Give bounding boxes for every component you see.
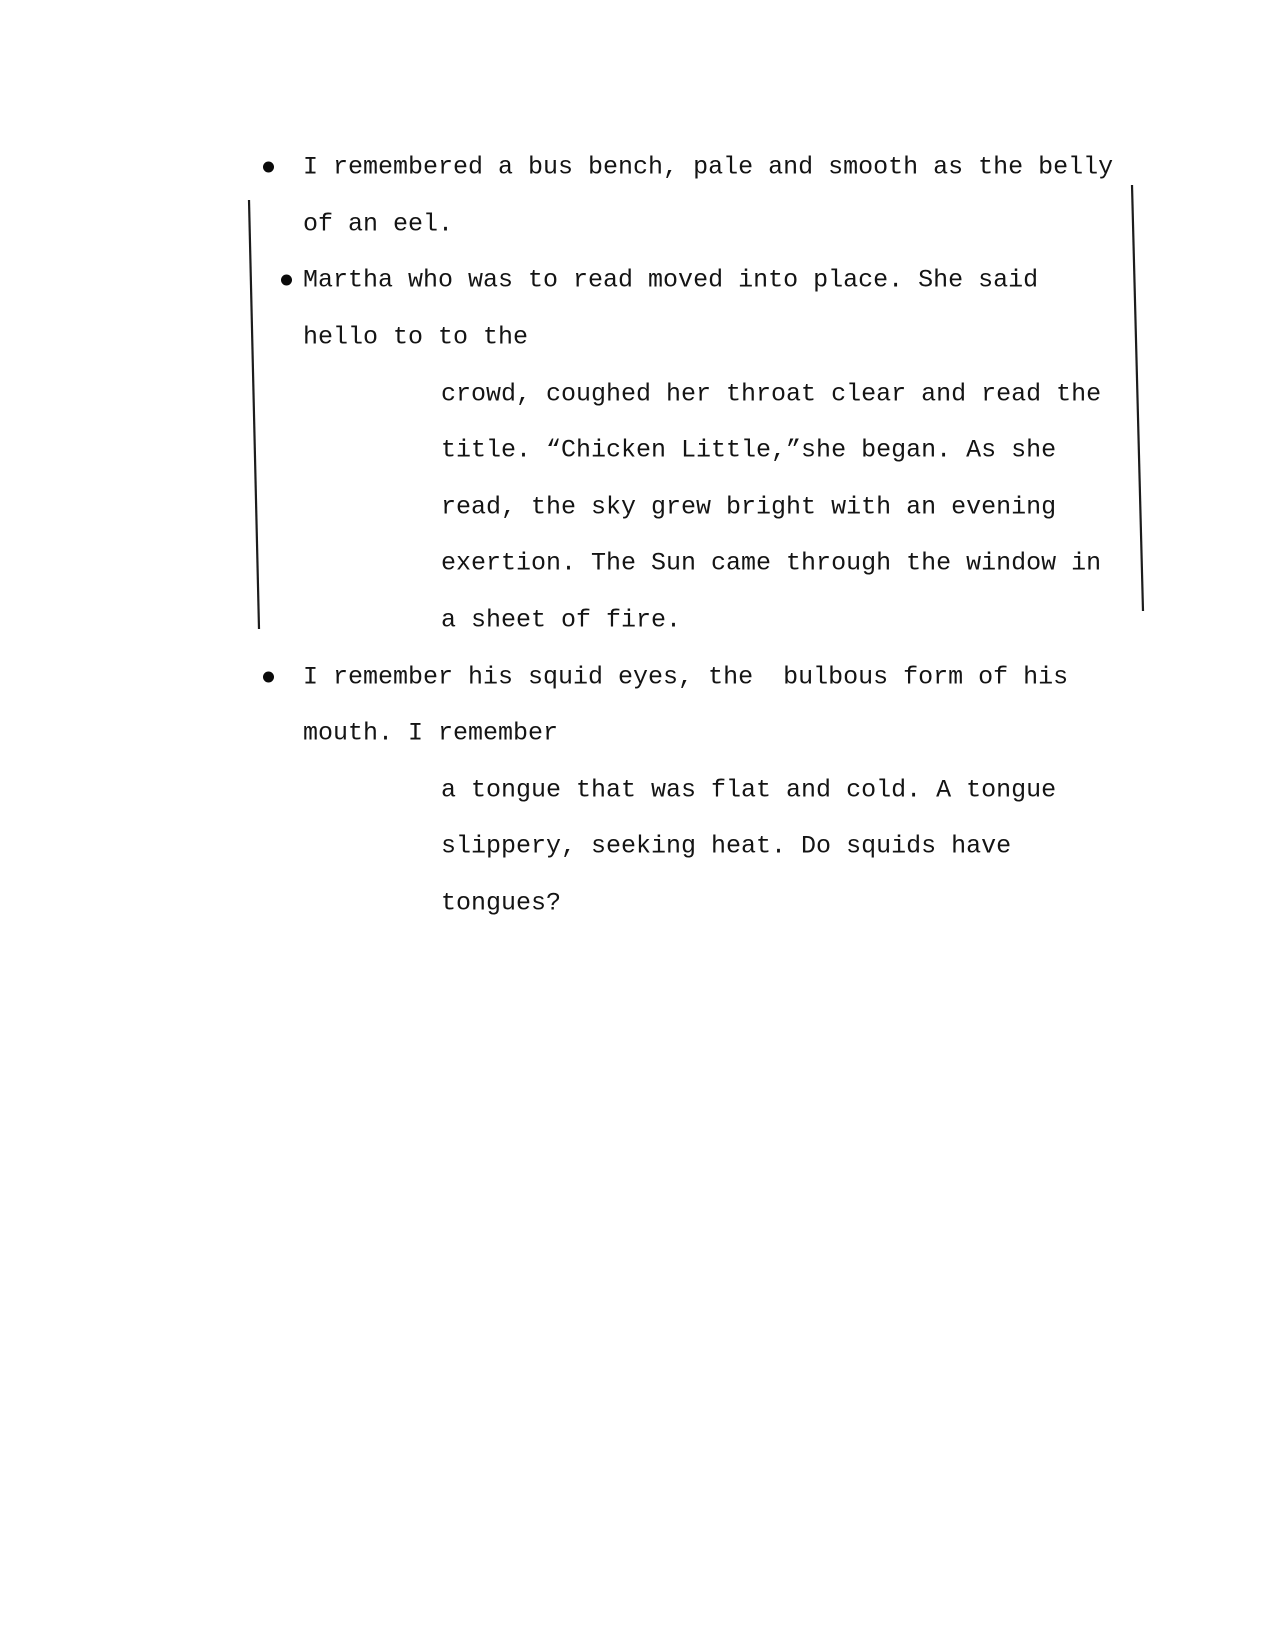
document-line bbox=[0, 705, 1275, 762]
line-text: Martha who was to read moved into place. She said bbox=[303, 265, 1039, 295]
line-text: of an eel. bbox=[303, 209, 454, 239]
document-line bbox=[0, 648, 1275, 705]
line-text: I remember his squid eyes, the bulbous form of his bbox=[303, 662, 1069, 692]
document-line bbox=[0, 479, 1275, 536]
document-body bbox=[0, 139, 1275, 931]
document-line bbox=[0, 196, 1275, 253]
document-line bbox=[0, 592, 1275, 649]
bullet-icon bbox=[263, 671, 274, 682]
document-line bbox=[0, 252, 1275, 309]
line-text: slippery, seeking heat. Do squids have bbox=[441, 831, 1012, 861]
line-text: tongues? bbox=[441, 888, 562, 918]
line-text: title. “Chicken Little,”she began. As she bbox=[441, 435, 1057, 465]
line-text: hello to to the bbox=[303, 322, 529, 352]
document-line bbox=[0, 309, 1275, 366]
line-text: exertion. The Sun came through the window in bbox=[441, 548, 1102, 578]
line-text: crowd, coughed her throat clear and read the bbox=[441, 379, 1102, 409]
document-line bbox=[0, 139, 1275, 196]
document-line bbox=[0, 762, 1275, 819]
line-text: I remembered a bus bench, pale and smooth as the belly bbox=[303, 152, 1114, 182]
line-text: a sheet of fire. bbox=[441, 605, 682, 635]
bullet-icon bbox=[263, 162, 274, 173]
document-line bbox=[0, 365, 1275, 422]
document-line bbox=[0, 535, 1275, 592]
line-text: read, the sky grew bright with an evening bbox=[441, 492, 1057, 522]
line-text: a tongue that was flat and cold. A tongue bbox=[441, 775, 1057, 805]
document-line bbox=[0, 818, 1275, 875]
document-line bbox=[0, 875, 1275, 932]
document-line bbox=[0, 422, 1275, 479]
line-text: mouth. I remember bbox=[303, 718, 559, 748]
bullet-icon bbox=[281, 275, 292, 286]
